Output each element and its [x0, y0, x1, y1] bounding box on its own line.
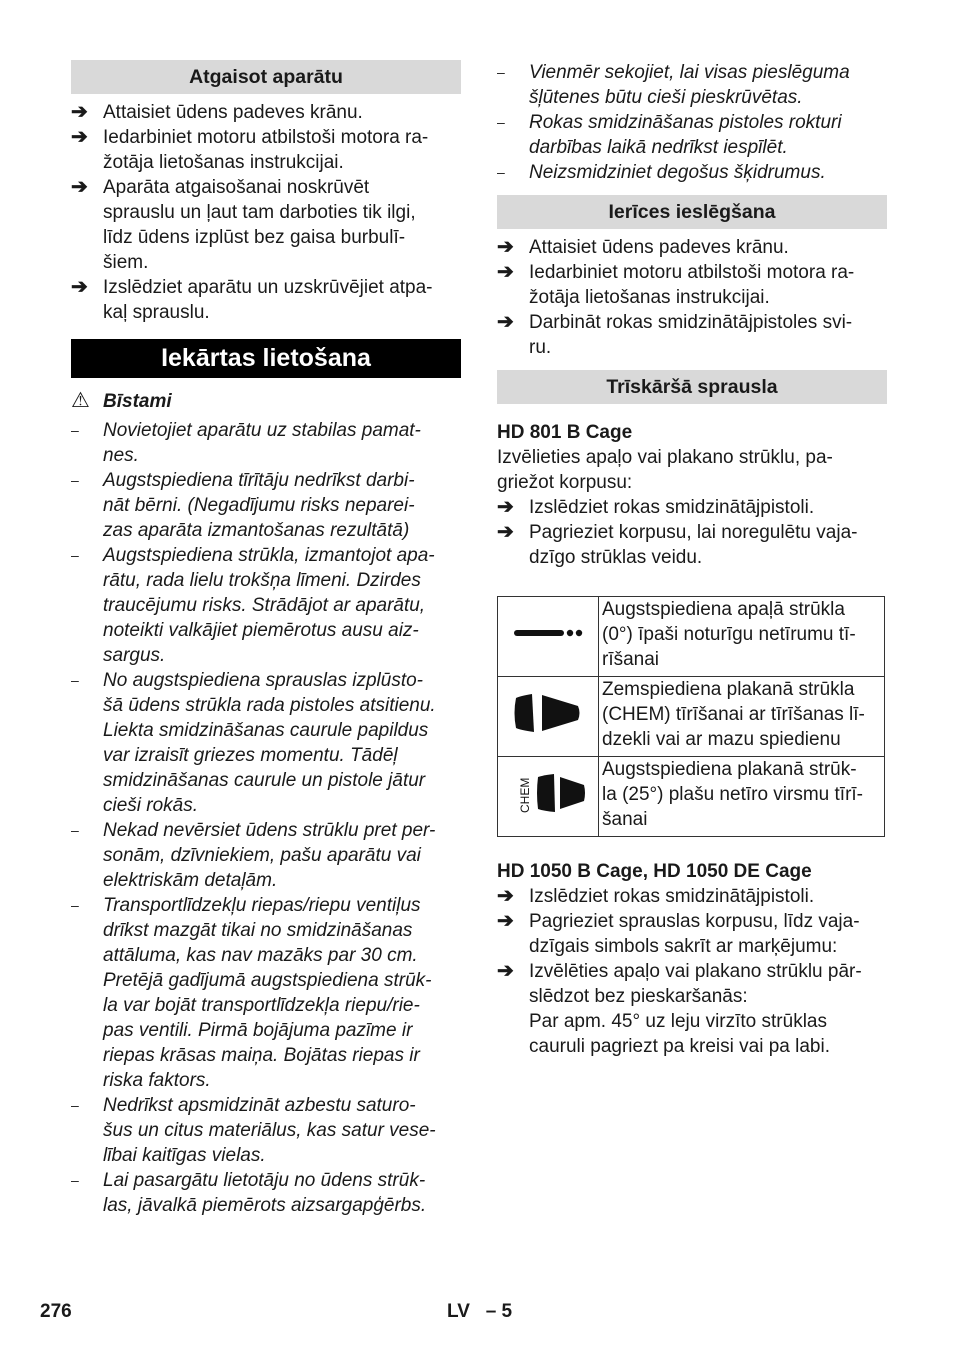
list-item: ➔ Pagrieziet sprauslas korpusu, līdz vaja- dzīgais simbols sakrīt ar marķējumu:: [497, 910, 860, 957]
list-item: – Vienmēr sekojiet, lai visas pieslēguma šļūtenes būtu cieši pieskrūvētas.: [497, 62, 850, 108]
table-cell-text: Augstspiediena plakanā strūk- la (25°) plašu netīro virsmu tīrī- šanai: [599, 757, 885, 837]
dash-icon: –: [497, 64, 505, 80]
list-item: – Transportlīdzekļu riepas/riepu ventiļus drīkst mazgāt tikai no smidzināšanas attāluma, kas nav mazāks par 30 cm. Pretējā gadījumā augstspiediena strūk- la var bojāt transportlīdzekļa riepu/rie- pas ventili. Pirmā bojājuma pazīme ir riepas krāsas maiņa. Bojātas riepas ir riska faktors.: [71, 895, 432, 1091]
right-column: [497, 60, 887, 1059]
arrow-icon: ➔: [497, 496, 514, 518]
model-heading: HD 801 B Cage: [497, 422, 633, 443]
arrow-icon: ➔: [71, 101, 88, 123]
table-row: [498, 677, 885, 757]
list-item: – Lai pasargātu lietotāju no ūdens strūk- las, jāvalkā piemērots aizsargapģērbs.: [71, 1170, 427, 1216]
table-cell-text: Zemspiediena plakanā strūkla (CHEM) tīrīšanai ar tīrīšanas lī- dzekli vai ar mazu spiedienu: [599, 677, 885, 757]
dash-icon: –: [71, 1097, 79, 1113]
section-title-venting: Atgaisot aparātu: [71, 60, 461, 94]
list-item: – No augstspiediena sprauslas izplūsto- šā ūdens strūkla rada pistoles atsitienu. Liekta smidzināšanas caurule papildus var izraisīt griezes momentu. Tādēļ smidzināšanas caurule un pistole jātur cieši rokās.: [71, 670, 436, 816]
list-item: – Augstspiediena tīrītāju nedrīkst darbi- nāt bērni. (Negadījumu risks neparei- zas aparāta izmantošanas rezultātā): [71, 470, 415, 541]
nozzle-table: [497, 596, 885, 837]
language-page-label: LV – 5: [447, 1301, 513, 1322]
list-item: ➔ Izslēdziet aparātu un uzskrūvējiet atpa- kaļ sprauslu.: [71, 276, 433, 323]
dash-icon: –: [71, 822, 79, 838]
table-cell-icon: [498, 677, 599, 757]
dash-icon: –: [497, 164, 505, 180]
list-item: ➔ Attaisiet ūdens padeves krānu.: [71, 101, 363, 123]
list-item: ➔ Attaisiet ūdens padeves krānu.: [497, 236, 789, 258]
table-row: [498, 757, 885, 837]
warning-heading: ⚠ Bīstami: [71, 389, 172, 412]
page-number: 276: [40, 1301, 72, 1322]
dash-icon: –: [71, 422, 79, 438]
paragraph: Izvēlieties apaļo vai plakano strūklu, pa- griežot korpusu:: [497, 447, 833, 493]
warning-triangle-icon: ⚠: [71, 389, 90, 412]
round-jet-icon: [508, 618, 588, 648]
table-row: [498, 597, 885, 677]
chem-label: CHEM: [518, 777, 532, 813]
flat-jet-25-icon: [508, 763, 588, 823]
dash-icon: –: [71, 897, 79, 913]
arrow-icon: ➔: [497, 910, 514, 932]
dash-icon: –: [497, 114, 505, 130]
list-item: ➔ Izvēlēties apaļo vai plakano strūklu pār- slēdzot bez pieskaršanās:: [497, 960, 862, 1007]
arrow-icon: ➔: [497, 521, 514, 543]
arrow-icon: ➔: [71, 126, 88, 148]
model-heading: HD 1050 B Cage, HD 1050 DE Cage: [497, 861, 812, 882]
list-item: – Augstspiediena strūkla, izmantojot apa- rātu, rada lielu trokšņa līmeni. Dzirdes traucējumu risks. Strādājot ar aparātu, noteikti valkājiet piemērotus ausu aiz- sargus.: [71, 545, 435, 666]
dash-icon: –: [71, 547, 79, 563]
dash-icon: –: [71, 472, 79, 488]
list-item: ➔ Pagrieziet korpusu, lai noregulētu vaja- dzīgo strūklas veidu.: [497, 521, 858, 568]
dash-icon: –: [71, 672, 79, 688]
left-column: [71, 60, 461, 1218]
list-item: ➔ Aparāta atgaisošanai noskrūvēt sprauslu un ļaut tam darboties tik ilgi, līdz ūdens izplūst bez gaisa burbulī- šiem.: [71, 176, 416, 273]
list-item: – Neizsmidziniet degošus šķidrumus.: [497, 162, 826, 183]
table-cell-text: Augstspiediena apaļā strūkla (0°) īpaši noturīgu netīrumu tī- rīšanai: [599, 597, 885, 677]
arrow-icon: ➔: [497, 311, 514, 333]
arrow-icon: ➔: [497, 960, 514, 982]
list-item: – Nekad nevērsiet ūdens strūklu pret per- sonām, dzīvniekiem, pašu aparātu vai elektriskām detaļām.: [71, 820, 436, 891]
arrow-icon: ➔: [497, 261, 514, 283]
arrow-icon: ➔: [497, 885, 514, 907]
table-cell-icon: [498, 757, 599, 837]
dash-icon: –: [71, 1172, 79, 1188]
list-item: ➔ Darbināt rokas smidzinātājpistoles svi- ru.: [497, 311, 853, 358]
section-title-switch-on: Ierīces ieslēgšana: [497, 195, 887, 229]
list-item: ➔ Iedarbiniet motoru atbilstoši motora ra- žotāja lietošanas instrukcijai.: [497, 261, 855, 308]
list-item: ➔ Izslēdziet rokas smidzinātājpistoli.: [497, 885, 815, 907]
note-paragraph: Par apm. 45° uz leju virzīto strūklas cauruli pagriezt pa kreisi vai pa labi.: [529, 1011, 830, 1057]
list-item: ➔ Iedarbiniet motoru atbilstoši motora ra- žotāja lietošanas instrukcijai.: [71, 126, 429, 173]
list-item: ➔ Izslēdziet rokas smidzinātājpistoli.: [497, 496, 815, 518]
arrow-icon: ➔: [71, 176, 88, 198]
list-item: – Novietojiet aparātu uz stabilas pamat- nes.: [71, 420, 421, 466]
arrow-icon: ➔: [497, 236, 514, 258]
table-cell-icon: [498, 597, 599, 677]
chem-flat-jet-icon: [508, 688, 588, 738]
section-title-triple-nozzle: Trīskāršā sprausla: [497, 370, 887, 404]
arrow-icon: ➔: [71, 276, 88, 298]
main-section-title: Iekārtas lietošana: [71, 339, 461, 378]
list-item: – Nedrīkst apsmidzināt azbestu saturo- šus un citus materiālus, kas satur vese- lībai kaitīgas vielas.: [71, 1095, 436, 1166]
list-item: – Rokas smidzināšanas pistoles rokturi darbības laikā nedrīkst iespīlēt.: [497, 112, 842, 158]
